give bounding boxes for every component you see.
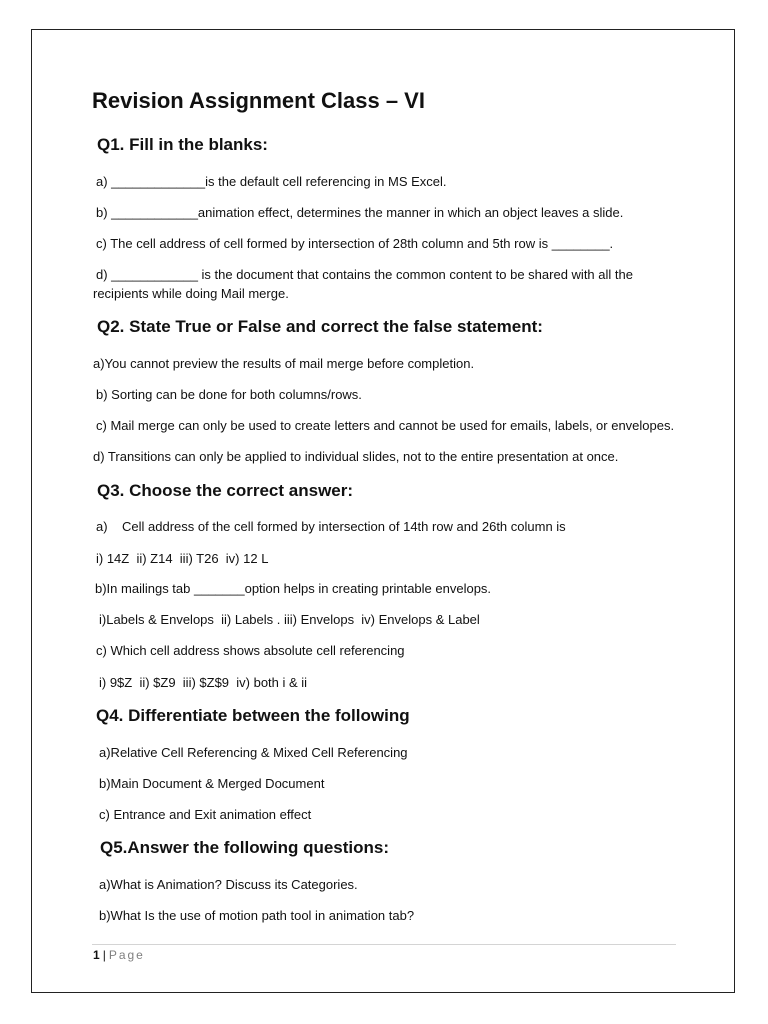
q5-heading: Q5.Answer the following questions: — [100, 838, 390, 857]
document-title: Revision Assignment Class – VI — [92, 88, 425, 113]
q2-item-b: b) Sorting can be done for both columns/rows. — [96, 387, 362, 402]
q1-item-d: d) ____________ is the document that contains the common content to be shared with all the recipients while doing Mail merge. — [93, 267, 633, 301]
q3-heading: Q3. Choose the correct answer: — [97, 481, 354, 500]
q1-item-a: a) _____________is the default cell referencing in MS Excel. — [96, 174, 447, 189]
q2-item-a: a)You cannot preview the results of mail merge before completion. — [93, 356, 475, 371]
q1-item-b: b) ____________animation effect, determines the manner in which an object leaves a slide. — [96, 205, 624, 220]
page-footer — [93, 948, 145, 962]
q2-heading: Q2. State True or False and correct the false statement: — [97, 317, 543, 336]
q5-item-a: a)What is Animation? Discuss its Categories. — [99, 877, 358, 892]
q4-item-b: b)Main Document & Merged Document — [99, 776, 325, 791]
q3-options-a: i) 14Z ii) Z14 iii) T26 iv) 12 L — [96, 551, 269, 566]
q4-item-a: a)Relative Cell Referencing & Mixed Cell Referencing — [99, 745, 408, 760]
q3-options-b: i)Labels & Envelops ii) Labels . iii) Envelops iv) Envelops & Label — [99, 612, 480, 627]
q2-item-c: c) Mail merge can only be used to create letters and cannot be used for emails, labels, or envelopes. — [96, 418, 675, 433]
q3-item-b: b)In mailings tab _______option helps in creating printable envelops. — [95, 581, 492, 596]
q5-item-b: b)What Is the use of motion path tool in animation tab? — [99, 908, 415, 923]
q1-item-c: c) The cell address of cell formed by intersection of 28th column and 5th row is ________. — [96, 236, 614, 251]
q3-options-c: i) 9$Z ii) $Z9 iii) $Z$9 iv) both i & ii — [99, 675, 308, 690]
q3-item-a: a) Cell address of the cell formed by intersection of 14th row and 26th column is — [96, 519, 566, 534]
page-separator: | — [102, 948, 106, 962]
q3-item-c: c) Which cell address shows absolute cell referencing — [96, 643, 405, 658]
q4-heading: Q4. Differentiate between the following — [96, 706, 410, 725]
q2-item-d: d) Transitions can only be applied to individual slides, not to the entire presentation at once. — [93, 449, 619, 464]
q1-heading: Q1. Fill in the blanks: — [97, 135, 268, 154]
page-number: 1 — [93, 948, 100, 962]
q4-item-c: c) Entrance and Exit animation effect — [99, 807, 312, 822]
footer-rule — [92, 944, 676, 945]
page-label: Page — [108, 948, 145, 962]
